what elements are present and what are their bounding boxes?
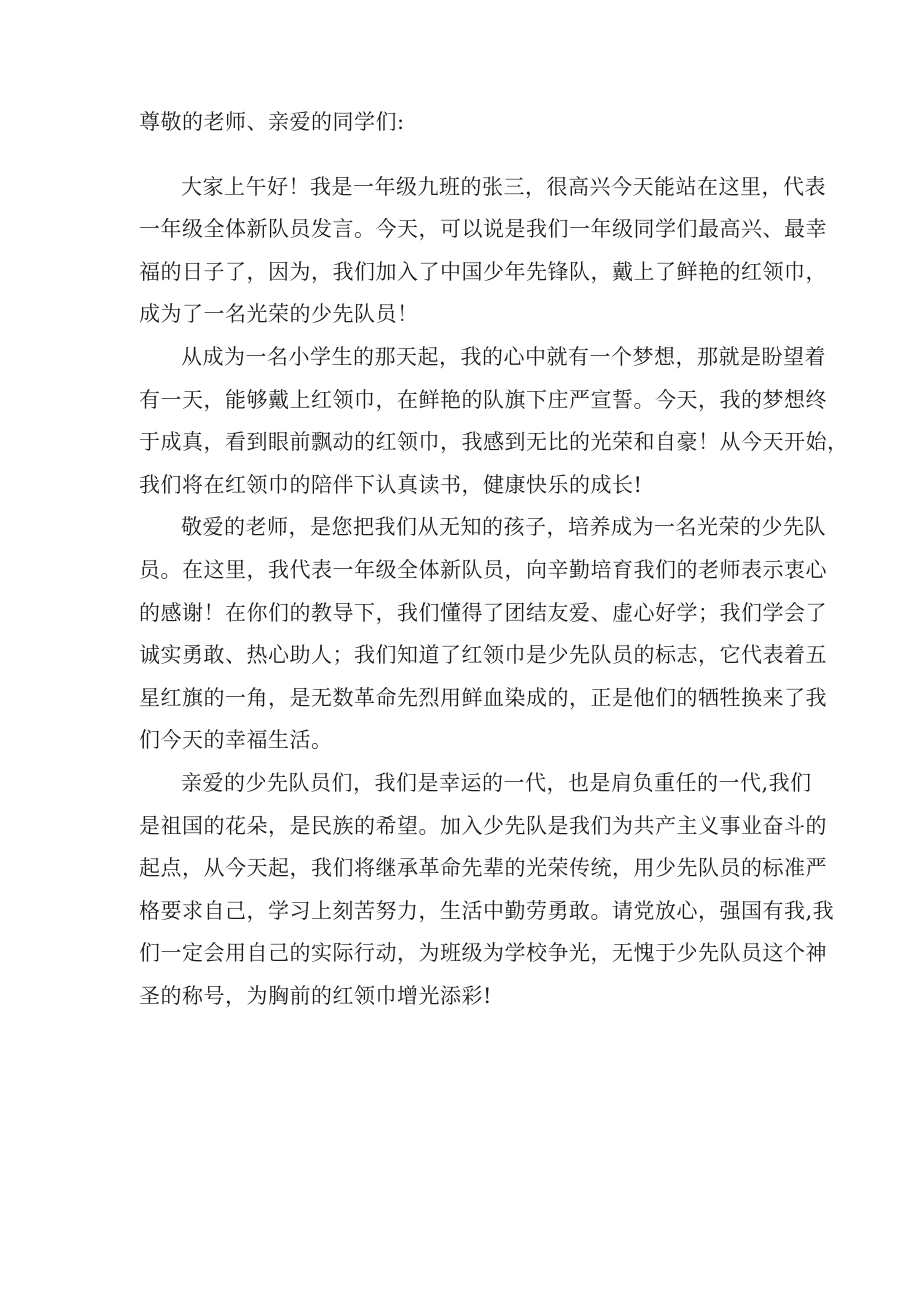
speech-text — [139, 101, 849, 1017]
paragraph-line: 有一天，能够戴上红领巾，在鲜艳的队旗下庄严宣誓。今天，我的梦想终 — [139, 387, 827, 412]
paragraph-line: 星红旗的一角，是无数革命先烈用鲜血染成的，正是他们的牺牲换来了我 — [139, 685, 827, 710]
paragraph-line: 福的日子了，因为，我们加入了中国少年先锋队，戴上了鲜艳的红领巾， — [139, 259, 827, 284]
paragraph-2 — [139, 336, 849, 506]
paragraph-line: 敬爱的老师，是您把我们从无知的孩子，培养成为一名光荣的少先队 — [181, 515, 826, 540]
salutation: 尊敬的老师、亲爱的同学们: — [139, 110, 405, 134]
paragraph-line: 大家上午好！我是一年级九班的张三，很高兴今天能站在这里，代表 — [181, 174, 826, 199]
paragraph-line: 的感谢！在你们的教导下，我们懂得了团结友爱、虚心好学；我们学会了 — [139, 600, 827, 625]
paragraph-line: 从成为一名小学生的那天起，我的心中就有一个梦想，那就是盼望着 — [181, 344, 826, 369]
paragraph-line: 起点，从今天起，我们将继承革命先辈的光荣传统，用少先队员的标准严 — [139, 856, 827, 881]
paragraph-line: 成为了一名光荣的少先队员！ — [139, 302, 419, 327]
paragraph-1 — [139, 166, 827, 336]
paragraph-line: 亲爱的少先队员们，我们是幸运的一代，也是肩负重任的一代,我们 — [181, 770, 812, 795]
paragraph-line: 诚实勇敢、热心助人；我们知道了红领巾是少先队员的标志，它代表着五 — [139, 643, 827, 668]
paragraph-line: 们一定会用自己的实际行动，为班级为学校争光，无愧于少先队员这个神 — [139, 941, 827, 966]
paragraph-line: 是祖国的花朵，是民族的希望。加入少先队是我们为共产主义事业奋斗的 — [139, 813, 827, 838]
paragraph-line: 们今天的幸福生活。 — [139, 728, 333, 753]
paragraph-line: 一年级全体新队员发言。今天，可以说是我们一年级同学们最高兴、最幸 — [139, 217, 827, 242]
paragraph-line: 圣的称号，为胸前的红领巾增光添彩! — [139, 983, 492, 1008]
paragraph-3 — [139, 506, 827, 762]
paragraph-line: 于成真，看到眼前飘动的红领巾，我感到无比的光荣和自豪！从今天开始， — [139, 430, 849, 455]
paragraph-line: 我们将在红领巾的陪伴下认真读书，健康快乐的成长! — [139, 472, 643, 497]
paragraph-line: 格要求自己，学习上刻苦努力，生活中勤劳勇敢。请党放心，强国有我,我 — [139, 898, 835, 923]
paragraph-4 — [139, 762, 835, 1018]
paragraph-line: 员。在这里，我代表一年级全体新队员，向辛勤培育我们的老师表示衷心 — [139, 557, 827, 582]
